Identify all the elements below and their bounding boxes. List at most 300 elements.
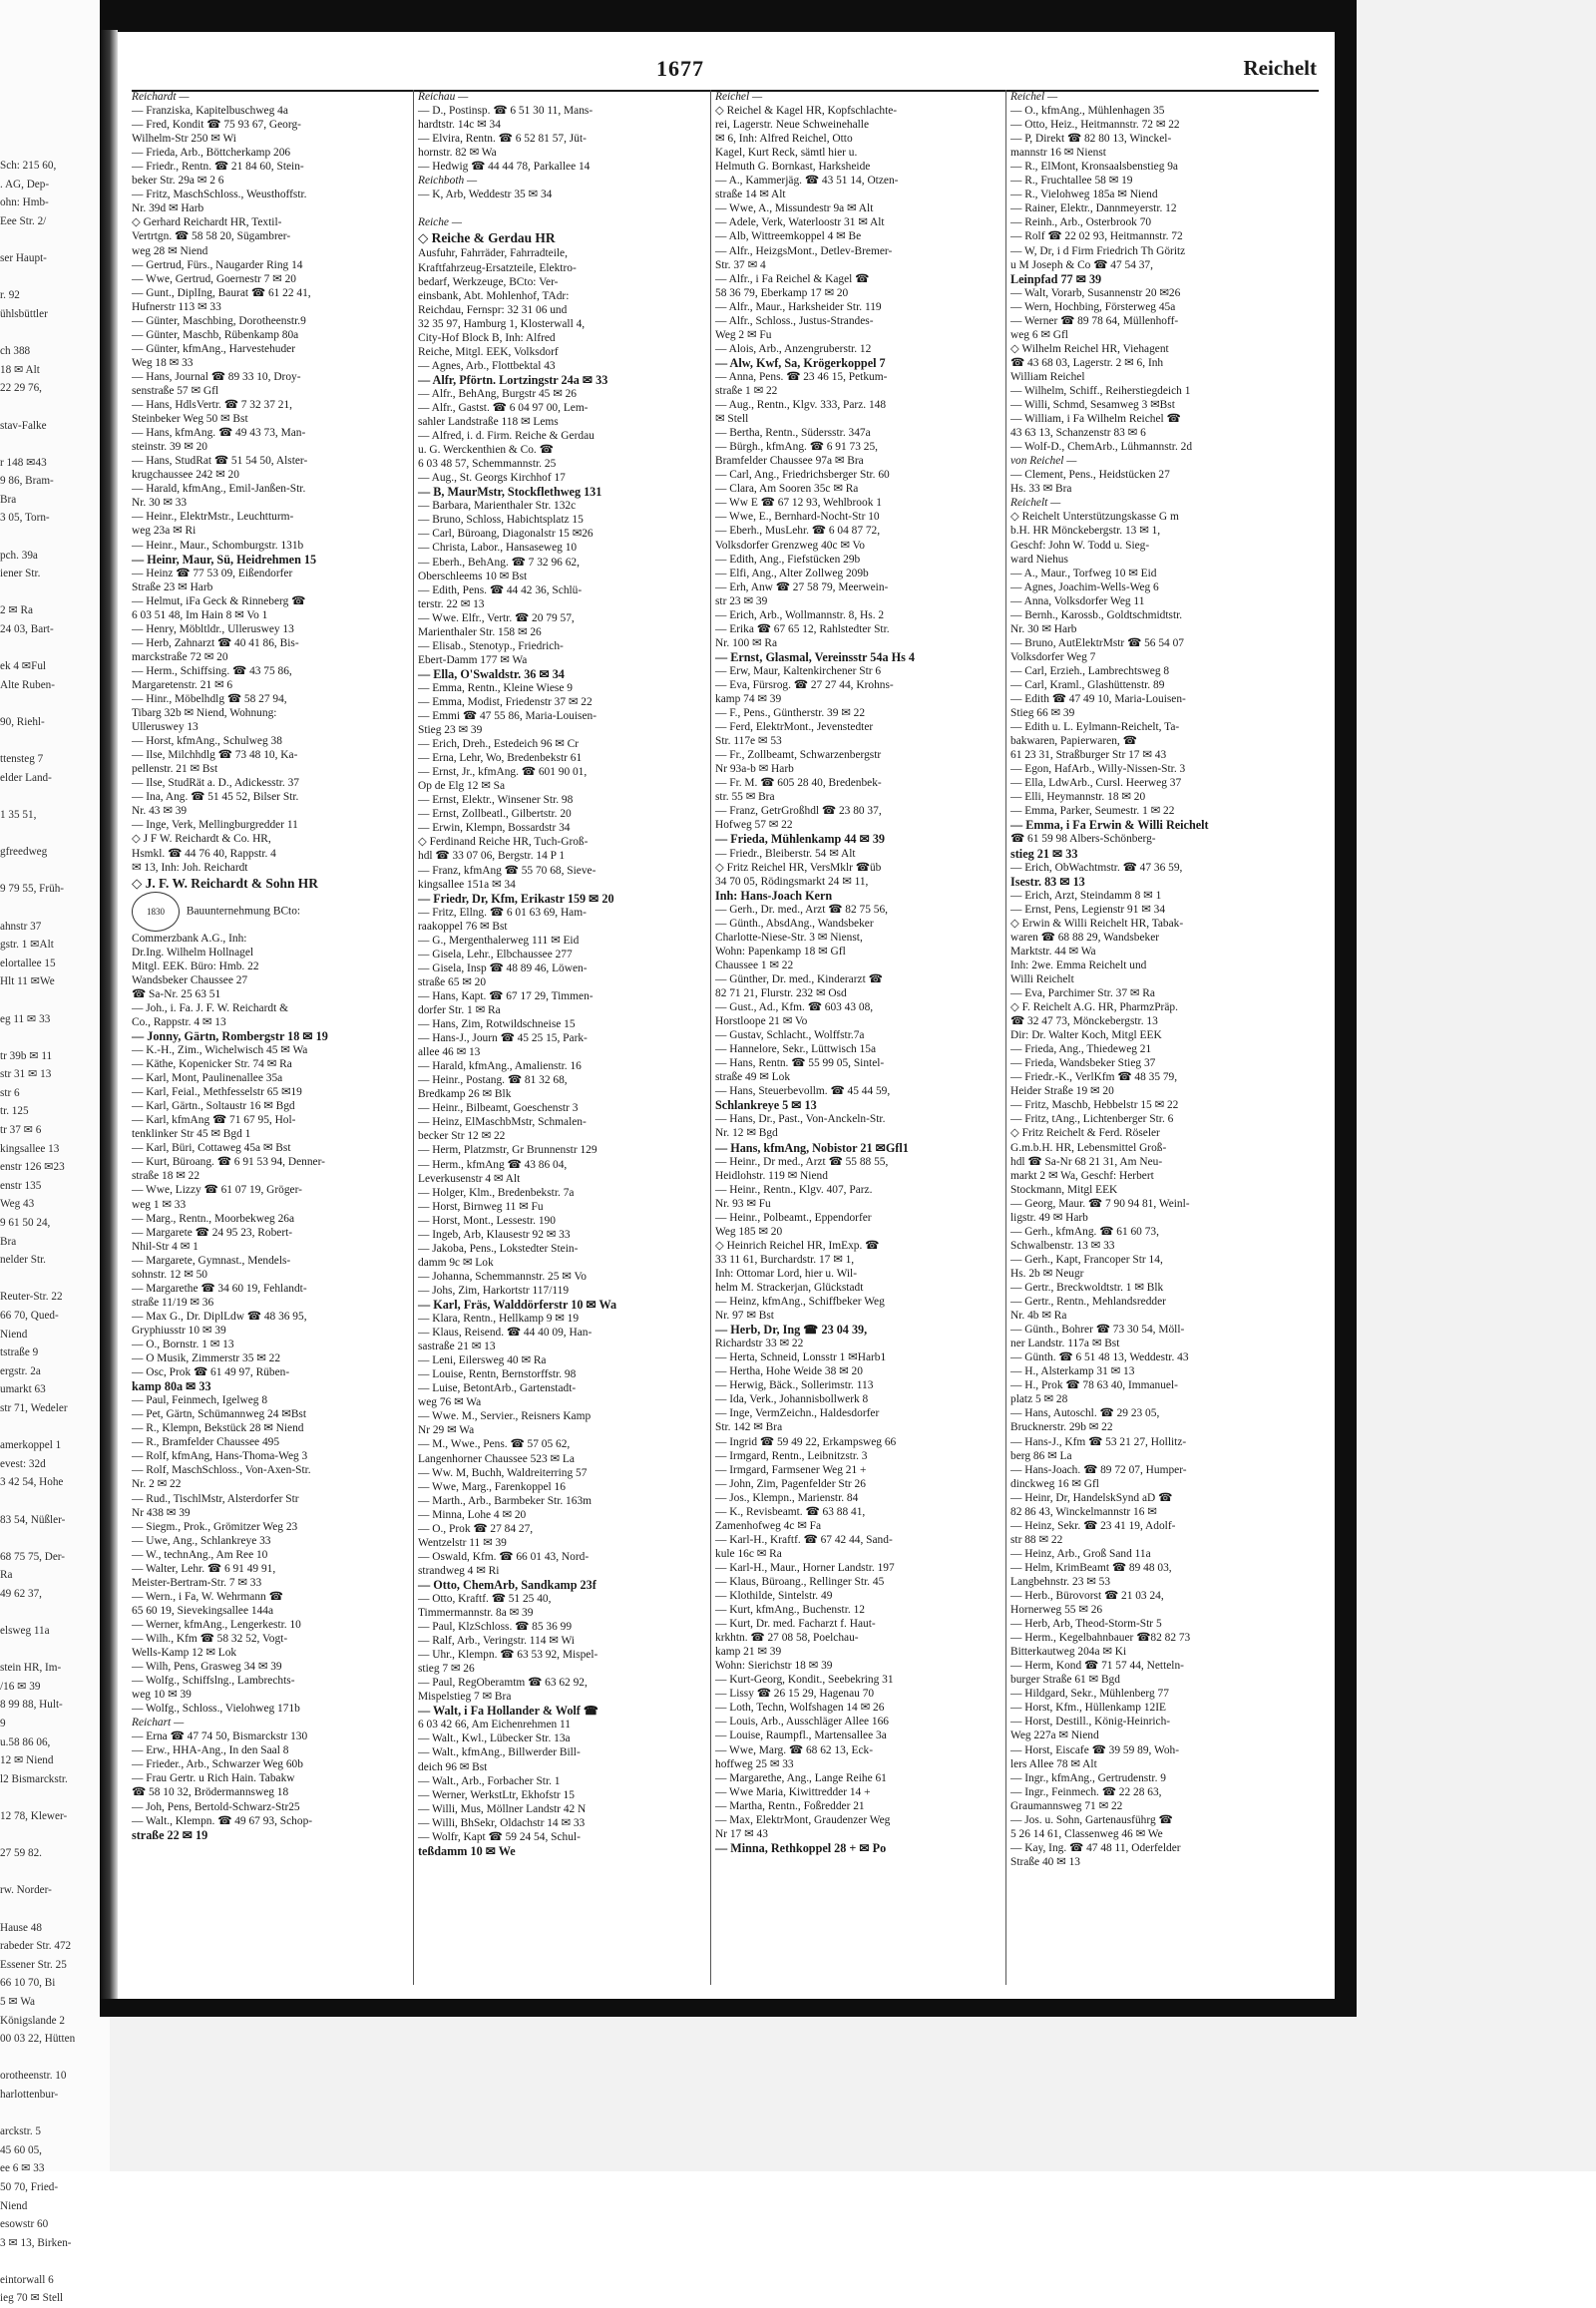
entry-text: — Inge, VermZeichn., Haldesdorfer [715,1407,880,1420]
directory-entry [1010,510,1285,524]
entry-text: kamp 80a ✉ 33 [132,1379,211,1394]
entry-text: ◇ J. F. W. Reichardt & Sohn HR [132,875,318,891]
directory-entry [715,1309,990,1323]
entry-text: — Karl-H., Kraftf. ☎ 67 42 44, Sand- [715,1533,893,1546]
entry-text: — Ingeb, Arb, Klausestr 92 ✉ 33 [418,1228,571,1241]
directory-entry [418,849,692,863]
entry-text: Chaussee 1 ✉ 22 [715,959,794,971]
prev-page-line: 2 ✉ Ra [0,604,33,617]
directory-entry [1010,1309,1285,1323]
directory-entry [132,524,406,538]
directory-entry [715,1211,990,1225]
directory-entry [715,146,990,160]
entry-text: Reiche — [418,216,462,229]
surname-heading [418,174,692,188]
entry-text: — Klaus, Büroang., Rellinger Str. 45 [715,1575,885,1588]
entry-text: — Wwe, A., Missundestr 9a ✉ Alt [715,202,874,215]
entry-text: — Osc, Prok ☎ 61 49 97, Rüben- [132,1366,290,1379]
directory-entry [715,1435,990,1449]
directory-entry [132,664,406,678]
entry-text: — Edith u. L. Eylmann-Reichelt, Ta- [1010,721,1180,734]
directory-entry [715,1771,990,1785]
entry-text: — Wwe, Gertrud, Goernestr 7 ✉ 20 [132,272,296,285]
directory-entry [715,692,990,706]
directory-entry [418,373,692,387]
entry-text: — Herm., Schiffsing. ☎ 43 75 86, [132,664,292,677]
directory-entry [418,1592,692,1606]
entry-text: hornstr. 82 ✉ Wa [418,147,497,160]
entry-text: — Hans, Steuerbevollm. ☎ 45 44 59, [715,1085,891,1098]
entry-text: — Rainer, Elektr., Dannmeyerstr. 12 [1010,202,1177,215]
directory-entry [1010,1169,1285,1183]
directory-entry [1010,986,1285,1000]
entry-text: — Ilse, StudRät a. D., Adickesstr. 37 [132,777,299,790]
directory-entry [1010,1575,1285,1589]
directory-entry [1010,412,1285,426]
entry-text: — Margarethe ☎ 34 60 19, Fehlandt- [132,1282,307,1295]
entry-text: — Günth. ☎ 6 51 48 13, Weddestr. 43 [1010,1351,1189,1364]
directory-entry [418,695,692,709]
directory-entry [715,972,990,986]
prev-page-line: elsweg 11a [0,1625,50,1638]
directory-entry [715,1295,990,1309]
entry-text: stieg 7 ✉ 26 [418,1663,475,1676]
prev-page-line [0,2105,100,2123]
entry-text: — Loth, Techn, Wolfshagen 14 ✉ 26 [715,1702,885,1715]
prev-page-line [0,324,100,343]
directory-entry [132,1646,406,1660]
directory-entry [132,932,406,946]
directory-entry [715,1561,990,1575]
directory-entry [1010,1211,1285,1225]
scan-top-border [100,0,1357,32]
directory-entry [418,415,692,429]
entry-text: — Friedr., Bleiberstr. 54 ✉ Alt [715,847,856,860]
directory-entry [418,160,692,174]
entry-text: Hornerweg 55 ✉ 26 [1010,1604,1103,1617]
entry-text: terstr. 22 ✉ 13 [418,597,485,610]
directory-entry [1010,1771,1285,1785]
entry-text: — Ingr., Feinmech. ☎ 22 28 63, [1010,1785,1162,1798]
entry-text: ☎ 43 68 03, Lagerstr. 2 ✉ 6, Inh [1010,356,1164,369]
directory-entry [1010,1477,1285,1491]
prev-page-line: iener Str. [0,568,41,580]
entry-text: 34 70 05, Rödingsmarkt 24 ✉ 11, [715,875,869,888]
entry-text: — Herb, Arb, Theod-Storm-Str 5 [1010,1618,1162,1631]
entry-text: — Alb, Wittreemkoppel 4 ✉ Be [715,230,862,243]
entry-text: — Eberh., MusLehr. ☎ 6 04 87 72, [715,525,881,538]
prev-page-line [0,899,100,918]
entry-text: 6 03 42 66, Am Eichenrehmen 11 [418,1719,572,1731]
directory-entry [715,1449,990,1463]
prev-page-line: ieg 70 ✉ Stell [0,2292,64,2305]
directory-entry [1010,1392,1285,1406]
entry-text: krugchaussee 242 ✉ 20 [132,469,239,482]
entry-text: Kagel, Kurt Reck, sämtl hier u. [715,147,858,160]
directory-entry [132,1057,406,1071]
directory-entry [418,709,692,723]
directory-entry [1010,1420,1285,1434]
entry-text: Op de Elg 12 ✉ Sa [418,780,506,793]
prev-page-line: rabeder Str. 472 [0,1940,72,1953]
directory-entry [1010,229,1285,243]
directory-entry [715,678,990,692]
prev-page-line: ser Haupt- [0,252,47,265]
directory-entry [1010,608,1285,622]
directory-entry [715,1533,990,1547]
entry-text: kamp 21 ✉ 39 [715,1646,782,1659]
entry-text: — Heinz, kfmAng., Schiffbeker Weg [715,1296,885,1309]
directory-entry [418,1634,692,1648]
entry-text: Nr. 93 ✉ Fu [715,1197,771,1210]
entry-text: — Günter, kfmAng., Harvestehuder [132,342,296,355]
entry-text: — Wwe, Marg., Farenkoppel 16 [418,1480,566,1493]
prev-page-line: ergstr. 2a [0,1364,41,1377]
entry-text: — Karl, Fräs, Walddörferstr 10 ✉ Wa [418,1297,617,1312]
directory-entry [1010,945,1285,959]
entry-text: — Marth., Arb., Barmbeker Str. 163m [418,1494,593,1507]
directory-entry [132,342,406,356]
entry-text: — Franziska, Kapitelbuschweg 4a [132,105,288,118]
entry-text: — Fr., Zollbeamt, Schwarzenbergstr [715,749,882,762]
directory-entry [1010,314,1285,328]
entry-text: — Heinz, ElMaschbMstr, Schmalen- [418,1116,587,1129]
directory-entry [715,1337,990,1350]
prev-page-line: eintorwall 6 [0,2273,54,2286]
directory-entry [132,1534,406,1548]
entry-text: ward Niehus [1010,553,1068,566]
directory-entry [715,201,990,215]
directory-entry [132,946,406,960]
prev-page-line: Bra [0,1235,17,1248]
directory-entry [1010,1281,1285,1295]
entry-text: Volksdorfer Grenzweg 40c ✉ Vo [715,539,866,552]
entry-text: — Ina, Ang. ☎ 51 45 52, Bilser Str. [132,791,299,804]
directory-entry [132,608,406,622]
directory-entry [715,903,990,917]
entry-text: Marktstr. 44 ✉ Wa [1010,945,1096,958]
entry-text: einsbank, Abt. Mohlenhof, TAdr: [418,289,570,302]
directory-entry [715,356,990,370]
entry-text: teßdamm 10 ✉ We [418,1843,516,1858]
entry-text: Gryphiusstr 10 ✉ 39 [132,1324,226,1337]
directory-entry [1010,1827,1285,1841]
directory-entry [1010,678,1285,692]
entry-text: waren ☎ 68 88 29, Wandsbeker [1010,931,1160,944]
entry-text: hoffweg 25 ✉ 33 [715,1757,794,1770]
entry-text: — Alfr., Schloss., Justus-Strandes- [715,314,874,327]
directory-entry [418,541,692,555]
entry-text: kingsallee 151a ✉ 34 [418,878,516,891]
entry-text: — Wolfr, Kapt ☎ 59 24 54, Schul- [418,1830,581,1843]
entry-text: straße 22 ✉ 19 [132,1827,208,1842]
entry-text: — Elli, Heymannstr. 18 ✉ 20 [1010,791,1146,804]
entry-text: — Alfr., Maur., Harksheider Str. 119 [715,300,882,313]
entry-text: — Gertrud, Fürs., Naugarder Ring 14 [132,258,303,271]
entry-text: Horstloope 21 ✉ Vo [715,1015,808,1028]
directory-entry [715,1155,990,1169]
entry-text: G.m.b.H. HR, Lebensmittel Groß- [1010,1141,1167,1154]
directory-entry [418,653,692,667]
directory-entry [418,317,692,331]
directory-entry [715,1098,990,1112]
directory-entry [132,229,406,243]
directory-entry [132,1590,406,1604]
directory-entry [715,1364,990,1378]
prev-page-line [0,1492,100,1511]
entry-text: Inh: Ottomar Lord, hier u. Wil- [715,1267,857,1280]
directory-entry [132,1379,406,1393]
entry-text: — Ernst, Elektr., Winsener Str. 98 [418,794,574,807]
entry-text: — Paul, Feinmech, Igelweg 8 [132,1394,268,1407]
entry-text: weg 1 ✉ 33 [132,1198,187,1211]
directory-entry [1010,553,1285,567]
prev-page-line: tr. 125 [0,1105,29,1118]
entry-text: — Johanna, Schemmannstr. 25 ✉ Vo [418,1270,587,1283]
directory-entry [418,1326,692,1340]
entry-text: steinstr. 39 ✉ 20 [132,441,207,454]
directory-entry [1010,1084,1285,1098]
entry-text: Steinbeker Weg 50 ✉ Bst [132,413,248,426]
prev-page-line: str 6 [0,1086,20,1099]
directory-entry [132,1828,406,1842]
directory-entry [1010,580,1285,594]
entry-text: — Uhr., Klempn. ☎ 63 53 92, Mispel- [418,1649,598,1662]
entry-text: — Wwe, E., Bernhard-Nocht-Str 10 [715,511,880,524]
directory-entry [1010,300,1285,314]
directory-entry [418,1242,692,1256]
directory-entry [132,1113,406,1127]
entry-text: — Ilse, Milchhdlg ☎ 73 48 10, Ka- [132,749,298,762]
prev-page-line: nelder Str. [0,1254,46,1267]
entry-text: — Walt, Vorarb, Susannenstr 20 ✉26 [1010,286,1181,299]
directory-entry [715,1141,990,1155]
entry-text: hdl ☎ Sa-Nr 68 21 31, Am Neu- [1010,1155,1163,1168]
directory-entry [418,765,692,779]
directory-entry [132,1477,406,1491]
directory-entry [132,201,406,215]
directory-entry [1010,1449,1285,1463]
directory-entry [715,847,990,861]
entry-text: raakoppel 76 ✉ Bst [418,920,508,933]
directory-entry [132,1268,406,1282]
directory-entry [715,118,990,132]
directory-entry [715,1505,990,1519]
entry-text: ◇ F. Reichelt A.G. HR, PharmzPräp. [1010,1001,1178,1014]
prev-page-line: Hlt 11 ✉We [0,975,55,988]
directory-entry [418,1158,692,1172]
entry-text: damm 9c ✉ Lok [418,1256,494,1269]
directory-entry [418,443,692,457]
entry-text: weg 6 ✉ Gfl [1010,328,1068,341]
entry-text: — Bruno, AutElektrMstr ☎ 56 54 07 [1010,636,1184,649]
entry-text: — Erich, Arb., Wollmannstr. 8, Hs. 2 [715,608,885,621]
entry-text: — Harald, kfmAng., Emil-Janßen-Str. [132,483,306,496]
directory-entry [1010,818,1285,832]
surname-heading [418,90,692,104]
prev-page-line: gstr. 1 ✉Alt [0,939,54,952]
directory-entry [418,1353,692,1367]
directory-entry [1010,1253,1285,1267]
entry-text: — Herm., Kegelbahnbauer ☎82 82 73 [1010,1632,1191,1645]
directory-entry [418,1031,692,1045]
entry-text: — Uwe, Ang., Schlankreye 33 [132,1534,271,1547]
directory-entry [715,818,990,832]
entry-text: straße 18 ✉ 22 [132,1170,200,1183]
entry-text: — Hildgard, Sekr., Mühlenberg 77 [1010,1688,1169,1701]
directory-entry [418,878,692,892]
entry-text: — Margarethe, Ang., Lange Reihe 61 [715,1771,887,1784]
entry-text: — W., technAng., Am Ree 10 [132,1548,268,1561]
directory-entry [132,960,406,973]
directory-entry [715,229,990,243]
entry-text: — Louise, Raumpfl., Martensallee 3a [715,1730,887,1742]
directory-entry [418,499,692,513]
directory-entry [418,201,692,215]
entry-text: — Erw, Maur, Kaltenkirchener Str 6 [715,664,882,677]
directory-entry [418,275,692,289]
directory-entry [1010,244,1285,258]
directory-entry [715,622,990,636]
directory-entry [132,973,406,987]
entry-text: — Margarete, Gymnast., Mendels- [132,1254,291,1267]
directory-entry [132,412,406,426]
entry-text: — Hans-Joach. ☎ 89 72 07, Humper- [1010,1463,1187,1476]
entry-text: — Minna, Lohe 4 ✉ 20 [418,1508,527,1521]
directory-entry [132,1029,406,1043]
directory-entry [715,398,990,412]
directory-entry [715,567,990,580]
entry-text: — Willi, Mus, Möllner Landstr 42 N [418,1802,587,1815]
entry-text: — Henry, Möbltldr., Ulleruswey 13 [132,622,294,635]
surname-heading [132,90,406,104]
directory-entry [132,1310,406,1324]
entry-text: 6 03 48 57, Schemmannstr. 25 [418,458,557,471]
entry-text: beker Str. 29a ✉ 2 6 [132,175,224,188]
directory-entry [715,1757,990,1771]
entry-text: — Walt., Klempn. ☎ 49 67 93, Schop- [132,1814,313,1827]
directory-entry [132,1240,406,1254]
entry-text: Hsmkl. ☎ 44 76 40, Rappstr. 4 [132,847,276,860]
directory-entry [418,1802,692,1816]
directory-entry [132,818,406,832]
directory-entry [132,1155,406,1169]
entry-text: ◇ Reiche & Gerdau HR [418,230,556,246]
directory-entry [418,989,692,1003]
entry-text: — Kurt, Büroang. ☎ 6 91 53 94, Denner- [132,1156,325,1169]
entry-text: Ebert-Damm 177 ✉ Wa [418,653,528,666]
directory-entry [715,1799,990,1813]
entry-text: ◇ Fritz Reichelt & Ferd. Röseler [1010,1127,1160,1140]
entry-text: — Ww. M, Buchh, Waldreiterring 57 [418,1466,588,1479]
entry-text: — Helmut, iFa Geck & Rinneberg ☎ [132,594,306,607]
directory-entry [1010,258,1285,272]
entry-text: — Emmi ☎ 47 55 86, Maria-Louisen- [418,710,598,723]
directory-entry [132,384,406,398]
prev-page-line: 1 35 51, [0,808,37,821]
entry-text: — Wolfg., Schloss., Vielohweg 171b [132,1703,300,1716]
directory-entry [132,734,406,748]
entry-text: ☎ 32 47 73, Mönckebergstr. 13 [1010,1015,1158,1028]
entry-text: — Ww E ☎ 67 12 93, Wehlbrook 1 [715,497,882,510]
directory-entry [715,1126,990,1140]
entry-text: Leinpfad 77 ✉ 39 [1010,271,1102,286]
directory-entry [132,1771,406,1785]
entry-text: — R., Fruchtallee 58 ✉ 19 [1010,175,1133,188]
directory-entry [715,300,990,314]
directory-entry [1010,847,1285,861]
directory-entry [715,1084,990,1098]
directory-entry [1010,1155,1285,1169]
directory-entry [1010,1000,1285,1014]
directory-entry [715,945,990,959]
directory-entry [132,748,406,762]
directory-entry [715,496,990,510]
entry-text: 32 35 97, Hamburg 1, Klosterwall 4, [418,317,586,330]
prev-page-line: evest: 32d [0,1457,46,1470]
directory-column-3 [710,90,990,1985]
entry-text: — Gustav, Schlacht., Wolffstr.7a [715,1029,865,1042]
entry-text: Bitterkautweg 204a ✉ Ki [1010,1646,1127,1659]
directory-entry [132,1254,406,1268]
directory-entry [715,804,990,818]
directory-entry [418,471,692,485]
directory-entry [1010,1239,1285,1253]
directory-entry [1010,104,1285,118]
directory-entry [715,931,990,945]
entry-text: Reichardt — [132,91,190,103]
entry-text: — Gerh., Dr. med., Arzt ☎ 82 75 56, [715,903,888,916]
prev-page-line: enstr 135 [0,1179,42,1192]
directory-entry [715,1519,990,1533]
directory-entry [418,1200,692,1214]
entry-text: ◇ Reichel & Kagel HR, Kopfschlachte- [715,105,898,118]
directory-entry [1010,398,1285,412]
directory-entry [132,510,406,524]
entry-text: — Alfr., i Fa Reichel & Kagel ☎ [715,272,870,285]
directory-entry [418,1129,692,1143]
directory-entry [418,1774,692,1788]
directory-entry [132,300,406,314]
directory-entry [1010,440,1285,454]
entry-text: — Heinr., Postang. ☎ 81 32 68, [418,1074,568,1087]
entry-text: — A., Kammerjäg. ☎ 43 51 14, Otzen- [715,175,899,188]
directory-entry [1010,1378,1285,1392]
directory-entry [1010,1364,1285,1378]
directory-entry [132,118,406,132]
directory-entry [715,636,990,650]
directory-entry [132,1407,406,1421]
entry-text: Zamenhofweg 4c ✉ Fa [715,1519,822,1532]
prev-page-line [0,991,100,1010]
directory-entry [1010,1056,1285,1070]
directory-entry [132,706,406,720]
directory-entry [418,1648,692,1662]
entry-text: — Gerh., Kapt, Francoper Str 14, [1010,1253,1163,1266]
directory-entry [418,625,692,639]
prev-page-line: 22 29 76, [0,382,42,395]
directory-entry [715,748,990,762]
entry-text: — P, Direkt ☎ 82 80 13, Winckel- [1010,133,1172,146]
directory-entry [418,864,692,878]
directory-entry [1010,356,1285,370]
prev-page-line: 27 59 82. [0,1847,42,1860]
entry-text: — Egon, HafArb., Willy-Nissen-Str. 3 [1010,763,1186,776]
entry-text: — Carl, Kraml., Glashüttenstr. 89 [1010,678,1165,691]
firm-entry [132,875,406,892]
entry-text: — Alfr., Gastst. ☎ 6 04 97 00, Lem- [418,401,589,414]
directory-entry [418,835,692,849]
